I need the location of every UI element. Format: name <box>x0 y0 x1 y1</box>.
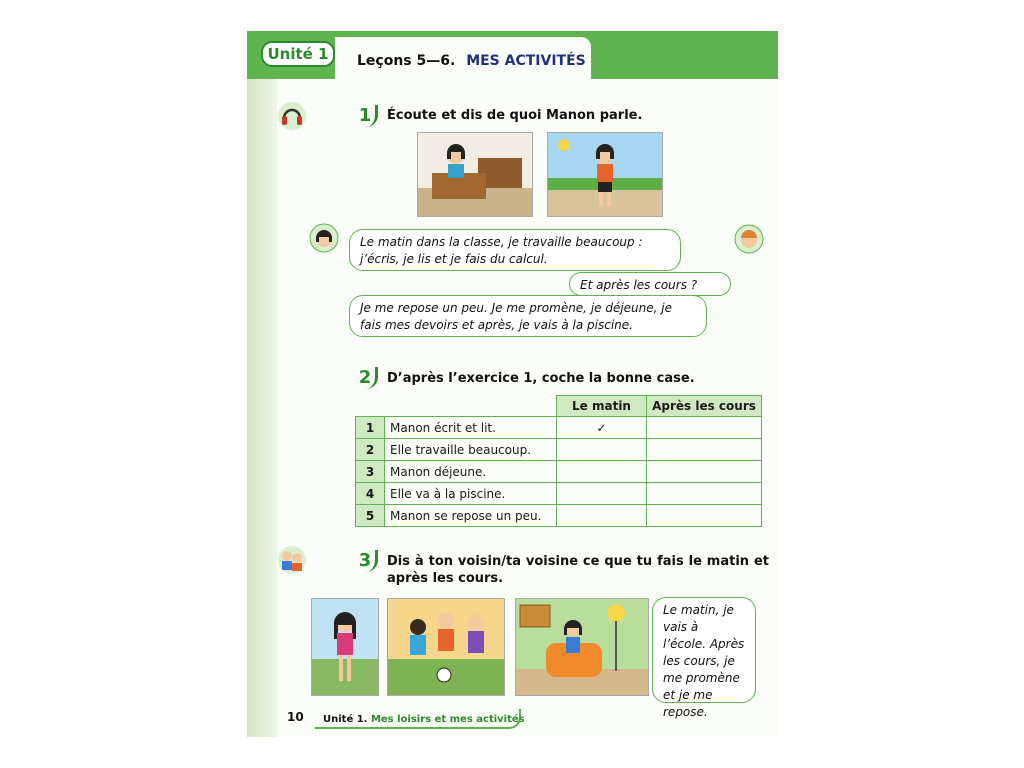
row-number: 2 <box>356 439 385 461</box>
checkbox-cell-matin[interactable] <box>557 461 647 483</box>
row-statement: Elle va à la piscine. <box>385 483 557 505</box>
exercise-3-number: 3 <box>355 550 378 572</box>
column-header-matin: Le matin <box>557 396 647 417</box>
illustration-girl-walking <box>311 598 379 696</box>
boy-avatar-icon <box>734 224 764 254</box>
checkbox-cell-apres[interactable] <box>647 417 762 439</box>
illustration-classroom <box>417 132 533 217</box>
checkbox-cell-apres[interactable] <box>647 461 762 483</box>
footer-unit-title <box>323 714 525 725</box>
table-corner <box>385 396 557 417</box>
table-corner <box>356 396 385 417</box>
lesson-numbers: Leçons 5—6. <box>357 53 456 69</box>
unit-badge: Unité 1 <box>261 41 335 67</box>
exercise-1-number: 1 <box>355 105 378 127</box>
row-number: 4 <box>356 483 385 505</box>
column-header-apres: Après les cours <box>647 396 762 417</box>
checkbox-cell-apres[interactable] <box>647 483 762 505</box>
illustration-outdoors <box>547 132 663 217</box>
lesson-title <box>357 53 586 69</box>
row-statement: Elle travaille beaucoup. <box>385 439 557 461</box>
table-header-row <box>356 396 762 417</box>
exercise-2-number: 2 <box>355 367 378 389</box>
table-row <box>356 483 762 505</box>
row-number: 1 <box>356 417 385 439</box>
illustration-girl-resting <box>515 598 649 696</box>
table-row <box>356 505 762 527</box>
textbook-page <box>247 31 778 737</box>
pair-work-icon <box>277 545 307 575</box>
exercise-2-instruction: D’après l’exercice 1, coche la bonne case. <box>387 371 695 386</box>
girl-avatar-icon <box>309 223 339 253</box>
page-number: 10 <box>287 710 304 724</box>
exercise-3-instruction: Dis à ton voisin/ta voisine ce que tu fais le matin et après les cours. <box>387 554 769 586</box>
row-statement: Manon écrit et lit. <box>385 417 557 439</box>
answer-table <box>355 395 762 527</box>
row-statement: Manon se repose un peu. <box>385 505 557 527</box>
row-number: 5 <box>356 505 385 527</box>
table-row <box>356 439 762 461</box>
checkbox-cell-matin[interactable] <box>557 505 647 527</box>
checkbox-cell-apres[interactable] <box>647 439 762 461</box>
table-row <box>356 461 762 483</box>
exercise-1-instruction: Écoute et dis de quoi Manon parle. <box>387 108 643 123</box>
checkbox-cell-matin[interactable] <box>557 439 647 461</box>
footer-unit: Unité 1. <box>323 714 368 725</box>
illustration-kids-playing <box>387 598 505 696</box>
lesson-subtitle: MES ACTIVITÉS <box>466 53 586 69</box>
speech-bubble-manon-2: Je me repose un peu. Je me promène, je déjeune, je fais mes devoirs et après, je vais à la piscine. <box>349 295 707 337</box>
checkbox-cell-apres[interactable] <box>647 505 762 527</box>
headphones-icon <box>277 101 307 131</box>
speech-bubble-friend: Et après les cours ? <box>569 272 731 296</box>
checkbox-cell-matin[interactable]: ✓ <box>557 417 647 439</box>
table-row <box>356 417 762 439</box>
row-statement: Manon déjeune. <box>385 461 557 483</box>
checkbox-cell-matin[interactable] <box>557 483 647 505</box>
left-margin-band <box>247 31 277 737</box>
row-number: 3 <box>356 461 385 483</box>
speech-bubble-manon-1: Le matin dans la classe, je travaille beaucoup : j’écris, je lis et je fais du calcul. <box>349 229 681 271</box>
footer-unit-name: Mes loisirs et mes activités <box>370 714 525 725</box>
speech-bubble-example: Le matin, je vais à l’école. Après les cours, je me promène et je me repose. <box>652 597 756 703</box>
